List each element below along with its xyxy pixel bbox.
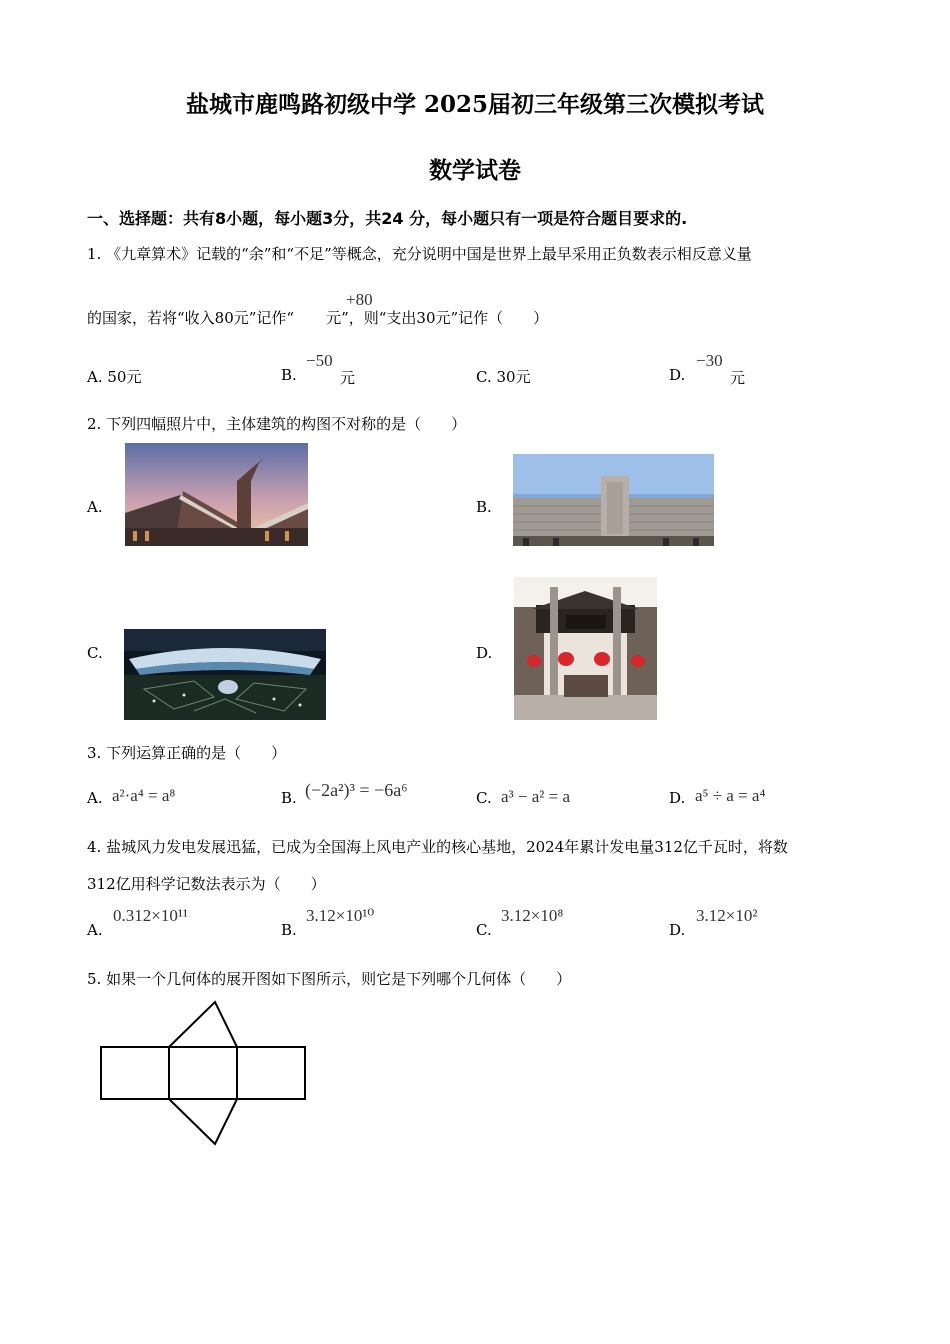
option-b (281, 789, 297, 807)
math-minus-30: −30 (696, 351, 723, 370)
math-expression: 3.12×10² (696, 906, 758, 925)
exam-title: 盐城市鹿鸣路初级中学 2025届初三年级第三次模拟考试 (185, 91, 765, 118)
question-number: 2. (87, 415, 102, 433)
math-expression: a⁵ ÷ a = a⁴ (695, 786, 766, 805)
option-b (281, 366, 297, 384)
option-letter: B. (281, 921, 297, 939)
option-letter: C. (476, 921, 492, 939)
option-text: 50元 (107, 368, 142, 386)
question-4-line1 (87, 836, 788, 857)
option-c (476, 366, 531, 387)
option-letter: C. (476, 789, 492, 807)
question-number: 5. (87, 970, 102, 988)
option-letter: D. (669, 366, 686, 384)
question-5 (87, 968, 571, 989)
question-3 (87, 742, 286, 763)
option-d (669, 921, 685, 939)
net-rectangle-middle (169, 1047, 237, 1099)
photo-c-stadium (124, 629, 326, 720)
question-number: 4. (87, 838, 102, 856)
question-number: 1. (87, 245, 102, 263)
math-plus-80: +80 (346, 290, 373, 309)
photo-d-archway (514, 577, 657, 720)
question-text: 盐城风力发电发展迅猛，已成为全国海上风电产业的核心基地，2024年累计发电量312亿千瓦时，将数 (106, 838, 788, 856)
option-letter: D. (669, 921, 686, 939)
option-c (476, 789, 492, 807)
option-letter: A. (87, 921, 103, 939)
math-expression: (−2a²)³ = −6a⁶ (305, 780, 408, 800)
option-text: 30元 (496, 368, 531, 386)
math-expression: a²·a⁴ = a⁸ (112, 786, 176, 805)
option-d (669, 789, 685, 807)
option-letter: A. (87, 368, 103, 386)
option-b (281, 921, 297, 939)
question-4-line2: 312亿用科学记数法表示为（ ） (87, 875, 326, 893)
net-rectangle-right (237, 1047, 305, 1099)
question-1-line2 (87, 307, 548, 328)
stadium-image (124, 629, 326, 720)
option-b-label: B. (476, 498, 492, 516)
option-letter: B. (281, 366, 297, 384)
option-letter: D. (669, 789, 686, 807)
math-expression: a³ − a² = a (501, 787, 571, 806)
pavilion-image (125, 443, 308, 546)
math-expression: 3.12×10⁸ (501, 906, 564, 925)
memorial-image (513, 454, 714, 546)
unit-yuan: 元 (730, 369, 746, 387)
option-a (87, 789, 103, 807)
math-expression: 3.12×10¹⁰ (306, 906, 375, 925)
question-text: 元”，则“支出30元”记作（ ） (326, 309, 549, 327)
math-expression: 0.312×10¹¹ (113, 906, 189, 925)
option-c (476, 921, 492, 939)
option-letter: B. (281, 789, 297, 807)
question-1-line1 (87, 243, 752, 264)
option-c-label: C. (87, 644, 103, 662)
question-text: 下列运算正确的是（ ） (106, 744, 287, 762)
net-triangle-top (169, 1002, 237, 1047)
photo-b-memorial (513, 454, 714, 546)
question-number: 3. (87, 744, 102, 762)
photo-a-pavilion (125, 443, 308, 546)
question-2 (87, 413, 466, 434)
archway-image (514, 577, 657, 720)
option-d (669, 366, 685, 384)
question-text: 下列四幅照片中，主体建筑的构图不对称的是（ ） (106, 415, 467, 433)
section-heading: 一、选择题：共有8小题，每小题3分，共24 分，每小题只有一项是符合题目要求的. (87, 209, 688, 228)
unit-yuan: 元 (340, 369, 356, 387)
prism-net-diagram (95, 996, 311, 1150)
exam-subtitle: 数学试卷 (429, 157, 521, 184)
option-a-label: A. (87, 498, 103, 516)
net-rectangle-left (101, 1047, 169, 1099)
option-letter: A. (87, 789, 103, 807)
option-d-label: D. (476, 644, 493, 662)
math-minus-50: −50 (306, 351, 333, 370)
option-letter: C. (476, 368, 492, 386)
option-a (87, 366, 141, 387)
question-text: 的国家，若将“收入80元”记作“ (87, 309, 295, 327)
question-text: 《九章算术》记载的“余”和“不足”等概念，充分说明中国是世界上最早采用正负数表示相反意义量 (106, 245, 752, 263)
option-a (87, 921, 103, 939)
question-text: 如果一个几何体的展开图如下图所示，则它是下列哪个几何体（ ） (106, 970, 572, 988)
net-triangle-bottom (169, 1099, 237, 1144)
